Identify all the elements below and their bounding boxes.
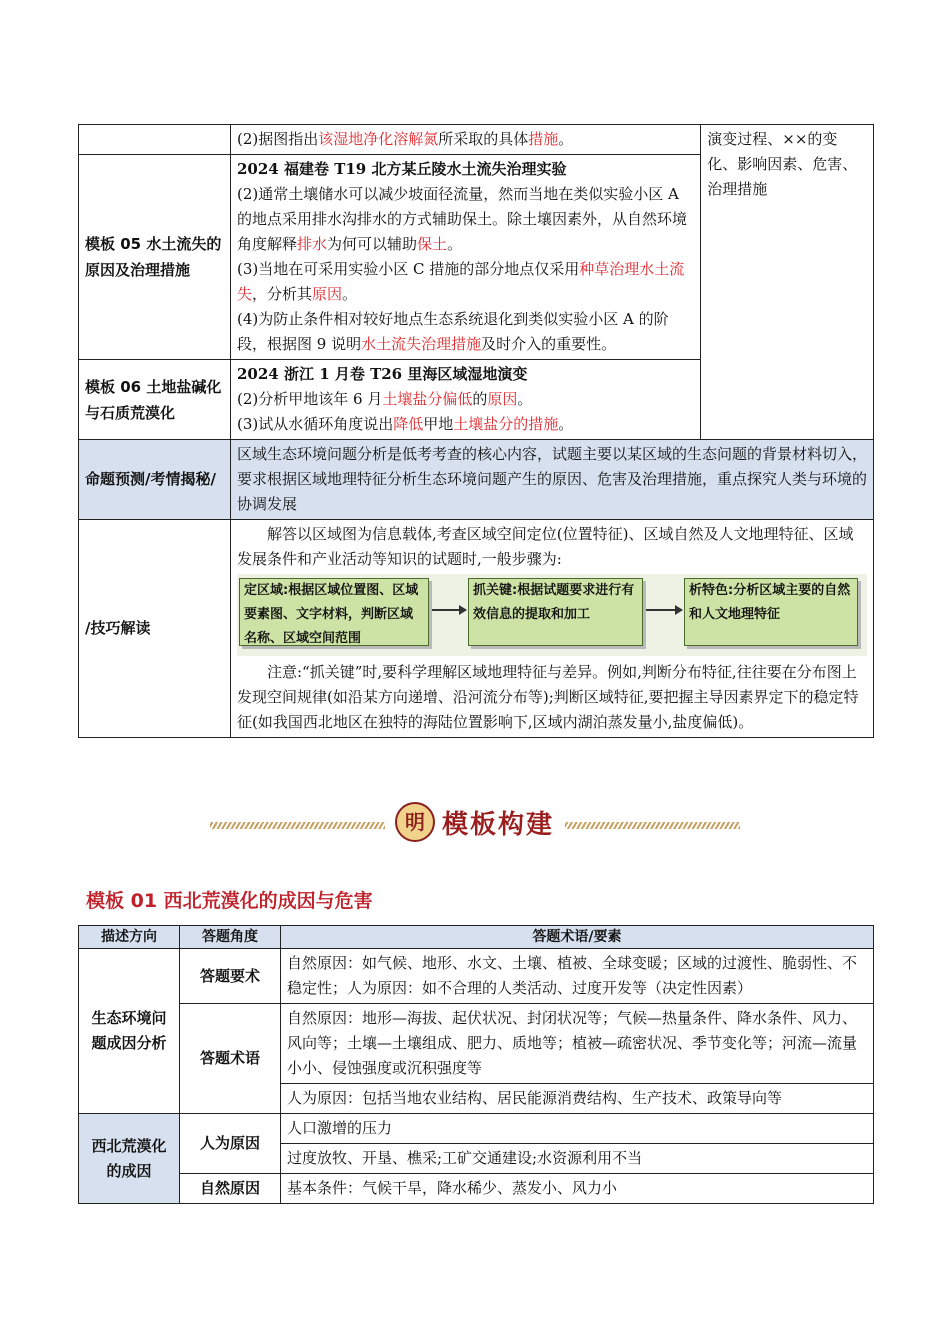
skills-note: 注意:“抓关键”时,要科学理解区域地理特征与差异。例如,判断分布特征,往往要在分布图上发现空间规律(如沿某方向递增、沿河流分布等);判断区域特征,要把握主导因素界定下的稳定特征(如我国西北地区在独特的海陆位置影响下,区域内湖泊蒸发量小,盐度偏低)。 (237, 663, 859, 731)
table-row (79, 1114, 874, 1144)
templates-table (78, 124, 874, 738)
exam-title: 2024 浙江 1 月卷 T26 里海区域湿地演变 (237, 365, 528, 383)
section-title: 模板 01 西北荒漠化的成因与危害 (86, 890, 373, 912)
banner-title: 模板构建 (442, 810, 555, 840)
question-3: (3)当地在可采用实验小区 C 措施的部分地点仅采用种草治理水土流失，分析其原因。 (237, 260, 685, 303)
terms-cell: 自然原因：地形—海拔、起伏状况、封闭状况等；气候—热量条件、降水条件、风力、风向等；土壤—土壤组成、肥力、质地等；植被—疏密状况、季节变化等；河流—流量小小、侵蚀强度或沉积强度等 (281, 1004, 874, 1084)
template-05-label: 模板 05 水土流失的原因及治理措施 (79, 155, 231, 360)
banner-stripe-left (210, 822, 385, 829)
keywords-cell: 演变过程、××的变化、影响因素、危害、治理措施 (701, 125, 874, 440)
terms-cell: 人为原因：包括当地农业结构、居民能源消费结构、生产技术、政策导向等 (281, 1084, 874, 1114)
skills-label: /技巧解读 (79, 520, 231, 738)
table-row (79, 125, 874, 155)
banner-emblem-icon: 明 (395, 802, 435, 842)
question-cell: (2)据图指出该湿地净化溶解氮所采取的具体措施。 (231, 125, 701, 155)
table-row (79, 1174, 874, 1204)
question-2: (2)通常土壤储水可以减少坡面径流量，然而当地在类似实验小区 A 的地点采用排水沟排水的方式辅助保土。除土壤因素外，从自然环境角度解释排水为何可以辅助保土。 (237, 185, 688, 253)
banner-stripe-right (565, 822, 740, 829)
terms-cell: 过度放牧、开垦、樵采;工矿交通建设;水资源利用不当 (281, 1144, 874, 1174)
column-header: 描述方向 (79, 926, 180, 949)
angle-cell: 答题术语 (180, 1004, 281, 1114)
flow-step-3: 析特色:分析区域主要的自然和人文地理特征 (684, 578, 858, 646)
template-06-label: 模板 06 土地盐碱化与石质荒漠化 (79, 360, 231, 440)
exam-title: 2024 福建卷 T19 北方某丘陵水土流失治理实验 (237, 160, 567, 178)
steps-flow-diagram (237, 574, 867, 656)
terms-cell: 人口激增的压力 (281, 1114, 874, 1144)
terms-cell: 自然原因：如气候、地形、水文、土壤、植被、全球变暖；区域的过渡性、脆弱性、不稳定性；人为原因：如不合理的人类活动、过度开发等（决定性因素） (281, 949, 874, 1004)
table-row (79, 520, 874, 738)
angle-cell: 人为原因 (180, 1114, 281, 1174)
flow-step-2: 抓关键:根据试题要求进行有效信息的提取和加工 (468, 578, 643, 646)
skills-content (231, 520, 874, 738)
column-header: 答题术语/要素 (281, 926, 874, 949)
template-06-questions (231, 360, 701, 440)
question-4: (4)为防止条件相对较好地点生态系统退化到类似实验小区 A 的阶段，根据图 9 说明水土流失治理措施及时介入的重要性。 (237, 310, 669, 353)
answer-terms-table (78, 925, 874, 1204)
question-3: (3)试从水循环角度说出降低甲地土壤盐分的措施。 (237, 415, 574, 433)
skills-intro: 解答以区域图为信息载体,考查区域空间定位(位置特征)、区域自然及人文地理特征、区域发展条件和产业活动等知识的试题时,一般步骤为: (237, 525, 854, 568)
table-row (79, 949, 874, 1004)
section-banner (210, 800, 740, 846)
question-2: (2)分析甲地该年 6 月土壤盐分偏低的原因。 (237, 390, 533, 408)
forecast-label: 命题预测/考情揭秘/ (79, 440, 231, 520)
arrow-right-icon (432, 609, 466, 611)
table-row (79, 1004, 874, 1084)
flow-step-1: 定区域:根据区域位置图、区域要素图、文字材料，判断区域名称、区域空间范围 (239, 578, 429, 646)
direction-cell: 西北荒漠化的成因 (79, 1114, 180, 1204)
direction-cell: 生态环境问题成因分析 (79, 949, 180, 1114)
column-header: 答题角度 (180, 926, 281, 949)
empty-label-cell (79, 125, 231, 155)
terms-cell: 基本条件：气候干旱，降水稀少、蒸发小、风力小 (281, 1174, 874, 1204)
template-05-questions (231, 155, 701, 360)
table-row (79, 440, 874, 520)
angle-cell: 自然原因 (180, 1174, 281, 1204)
table-header-row (79, 926, 874, 949)
arrow-right-icon (646, 609, 682, 611)
forecast-text: 区域生态环境问题分析是低考考查的核心内容，试题主要以某区域的生态问题的背景材料切入，要求根据区域地理特征分析生态环境问题产生的原因、危害及治理措施，重点探究人类与环境的协调发展 (231, 440, 874, 520)
angle-cell: 答题要术 (180, 949, 281, 1004)
